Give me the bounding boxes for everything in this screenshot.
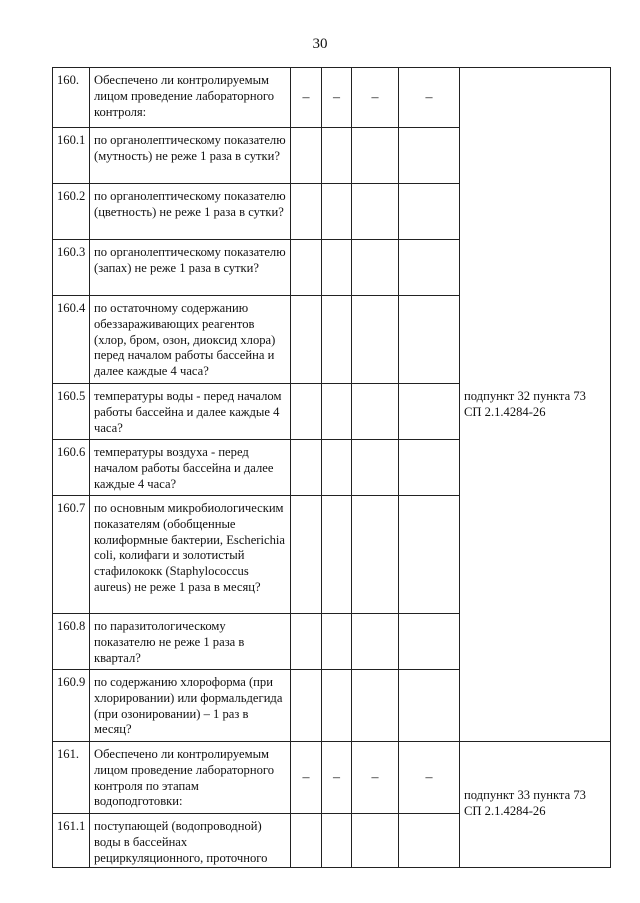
row-question: по основным микробиологическим показателям (обобщенные колиформные бактерии, Escherichia coli, колифаги и золотистый стафилококк (Staphylococcus aureus) не реже 1 раза в месяц? — [90, 496, 291, 614]
dash-mark: – — [322, 68, 352, 128]
table-row — [53, 68, 611, 128]
row-question: поступающей (водопроводной) воды в бассейнах рециркуляционного, проточного — [90, 814, 291, 868]
row-question: температуры воздуха - перед началом работы бассейна и далее каждые 4 часа? — [90, 440, 291, 496]
answer-cell[interactable] — [352, 496, 399, 614]
answer-cell[interactable] — [291, 384, 322, 440]
answer-cell[interactable] — [399, 440, 460, 496]
answer-cell[interactable] — [399, 814, 460, 868]
answer-cell[interactable] — [352, 384, 399, 440]
row-question: Обеспечено ли контролируемым лицом проведение лабораторного контроля: — [90, 68, 291, 128]
row-number: 160.8 — [53, 614, 90, 670]
answer-cell[interactable] — [291, 614, 322, 670]
dash-mark: – — [322, 742, 352, 814]
answer-cell[interactable] — [322, 670, 352, 742]
row-number: 160.9 — [53, 670, 90, 742]
row-question: по остаточному содержанию обеззараживающих реагентов (хлор, бром, озон, диоксид хлора) перед началом работы бассейна и далее каждые 4 часа? — [90, 296, 291, 384]
row-question: по содержанию хлороформа (при хлорировании) или формальдегида (при озонировании) – 1 раз в месяц? — [90, 670, 291, 742]
dash-mark: – — [291, 68, 322, 128]
row-number: 160.7 — [53, 496, 90, 614]
row-question: по паразитологическому показателю не реже 1 раза в квартал? — [90, 614, 291, 670]
answer-cell[interactable] — [291, 128, 322, 184]
row-number: 160.3 — [53, 240, 90, 296]
answer-cell[interactable] — [291, 670, 322, 742]
legal-reference: подпункт 32 пункта 73 СП 2.1.4284-26 — [460, 68, 611, 742]
answer-cell[interactable] — [399, 670, 460, 742]
row-question: температуры воды - перед началом работы бассейна и далее каждые 4 часа? — [90, 384, 291, 440]
answer-cell[interactable] — [399, 296, 460, 384]
row-number: 160. — [53, 68, 90, 128]
answer-cell[interactable] — [352, 184, 399, 240]
answer-cell[interactable] — [399, 496, 460, 614]
answer-cell[interactable] — [291, 296, 322, 384]
answer-cell[interactable] — [322, 184, 352, 240]
row-number: 161.1 — [53, 814, 90, 868]
answer-cell[interactable] — [291, 814, 322, 868]
answer-cell[interactable] — [352, 128, 399, 184]
answer-cell[interactable] — [399, 384, 460, 440]
legal-reference: подпункт 33 пункта 73 СП 2.1.4284-26 — [460, 742, 611, 868]
table-row — [53, 742, 611, 814]
answer-cell[interactable] — [399, 128, 460, 184]
dash-mark: – — [399, 68, 460, 128]
answer-cell[interactable] — [352, 296, 399, 384]
dash-mark: – — [291, 742, 322, 814]
answer-cell[interactable] — [322, 814, 352, 868]
answer-cell[interactable] — [322, 496, 352, 614]
checklist-table — [52, 67, 611, 868]
answer-cell[interactable] — [399, 240, 460, 296]
row-number: 160.5 — [53, 384, 90, 440]
row-number: 160.4 — [53, 296, 90, 384]
dash-mark: – — [399, 742, 460, 814]
answer-cell[interactable] — [352, 814, 399, 868]
answer-cell[interactable] — [322, 240, 352, 296]
answer-cell[interactable] — [291, 496, 322, 614]
answer-cell[interactable] — [291, 184, 322, 240]
answer-cell[interactable] — [399, 184, 460, 240]
row-number: 161. — [53, 742, 90, 814]
answer-cell[interactable] — [352, 240, 399, 296]
dash-mark: – — [352, 68, 399, 128]
answer-cell[interactable] — [352, 614, 399, 670]
answer-cell[interactable] — [352, 440, 399, 496]
row-question: по органолептическому показателю (мутность) не реже 1 раза в сутки? — [90, 128, 291, 184]
answer-cell[interactable] — [291, 240, 322, 296]
answer-cell[interactable] — [322, 440, 352, 496]
answer-cell[interactable] — [322, 384, 352, 440]
row-question: по органолептическому показателю (цветность) не реже 1 раза в сутки? — [90, 184, 291, 240]
answer-cell[interactable] — [352, 670, 399, 742]
answer-cell[interactable] — [291, 440, 322, 496]
row-question: Обеспечено ли контролируемым лицом проведение лабораторного контроля по этапам водоподготовки: — [90, 742, 291, 814]
answer-cell[interactable] — [322, 614, 352, 670]
page-number: 30 — [312, 36, 328, 52]
row-number: 160.2 — [53, 184, 90, 240]
answer-cell[interactable] — [322, 296, 352, 384]
row-question: по органолептическому показателю (запах) не реже 1 раза в сутки? — [90, 240, 291, 296]
answer-cell[interactable] — [399, 614, 460, 670]
row-number: 160.6 — [53, 440, 90, 496]
answer-cell[interactable] — [322, 128, 352, 184]
row-number: 160.1 — [53, 128, 90, 184]
dash-mark: – — [352, 742, 399, 814]
